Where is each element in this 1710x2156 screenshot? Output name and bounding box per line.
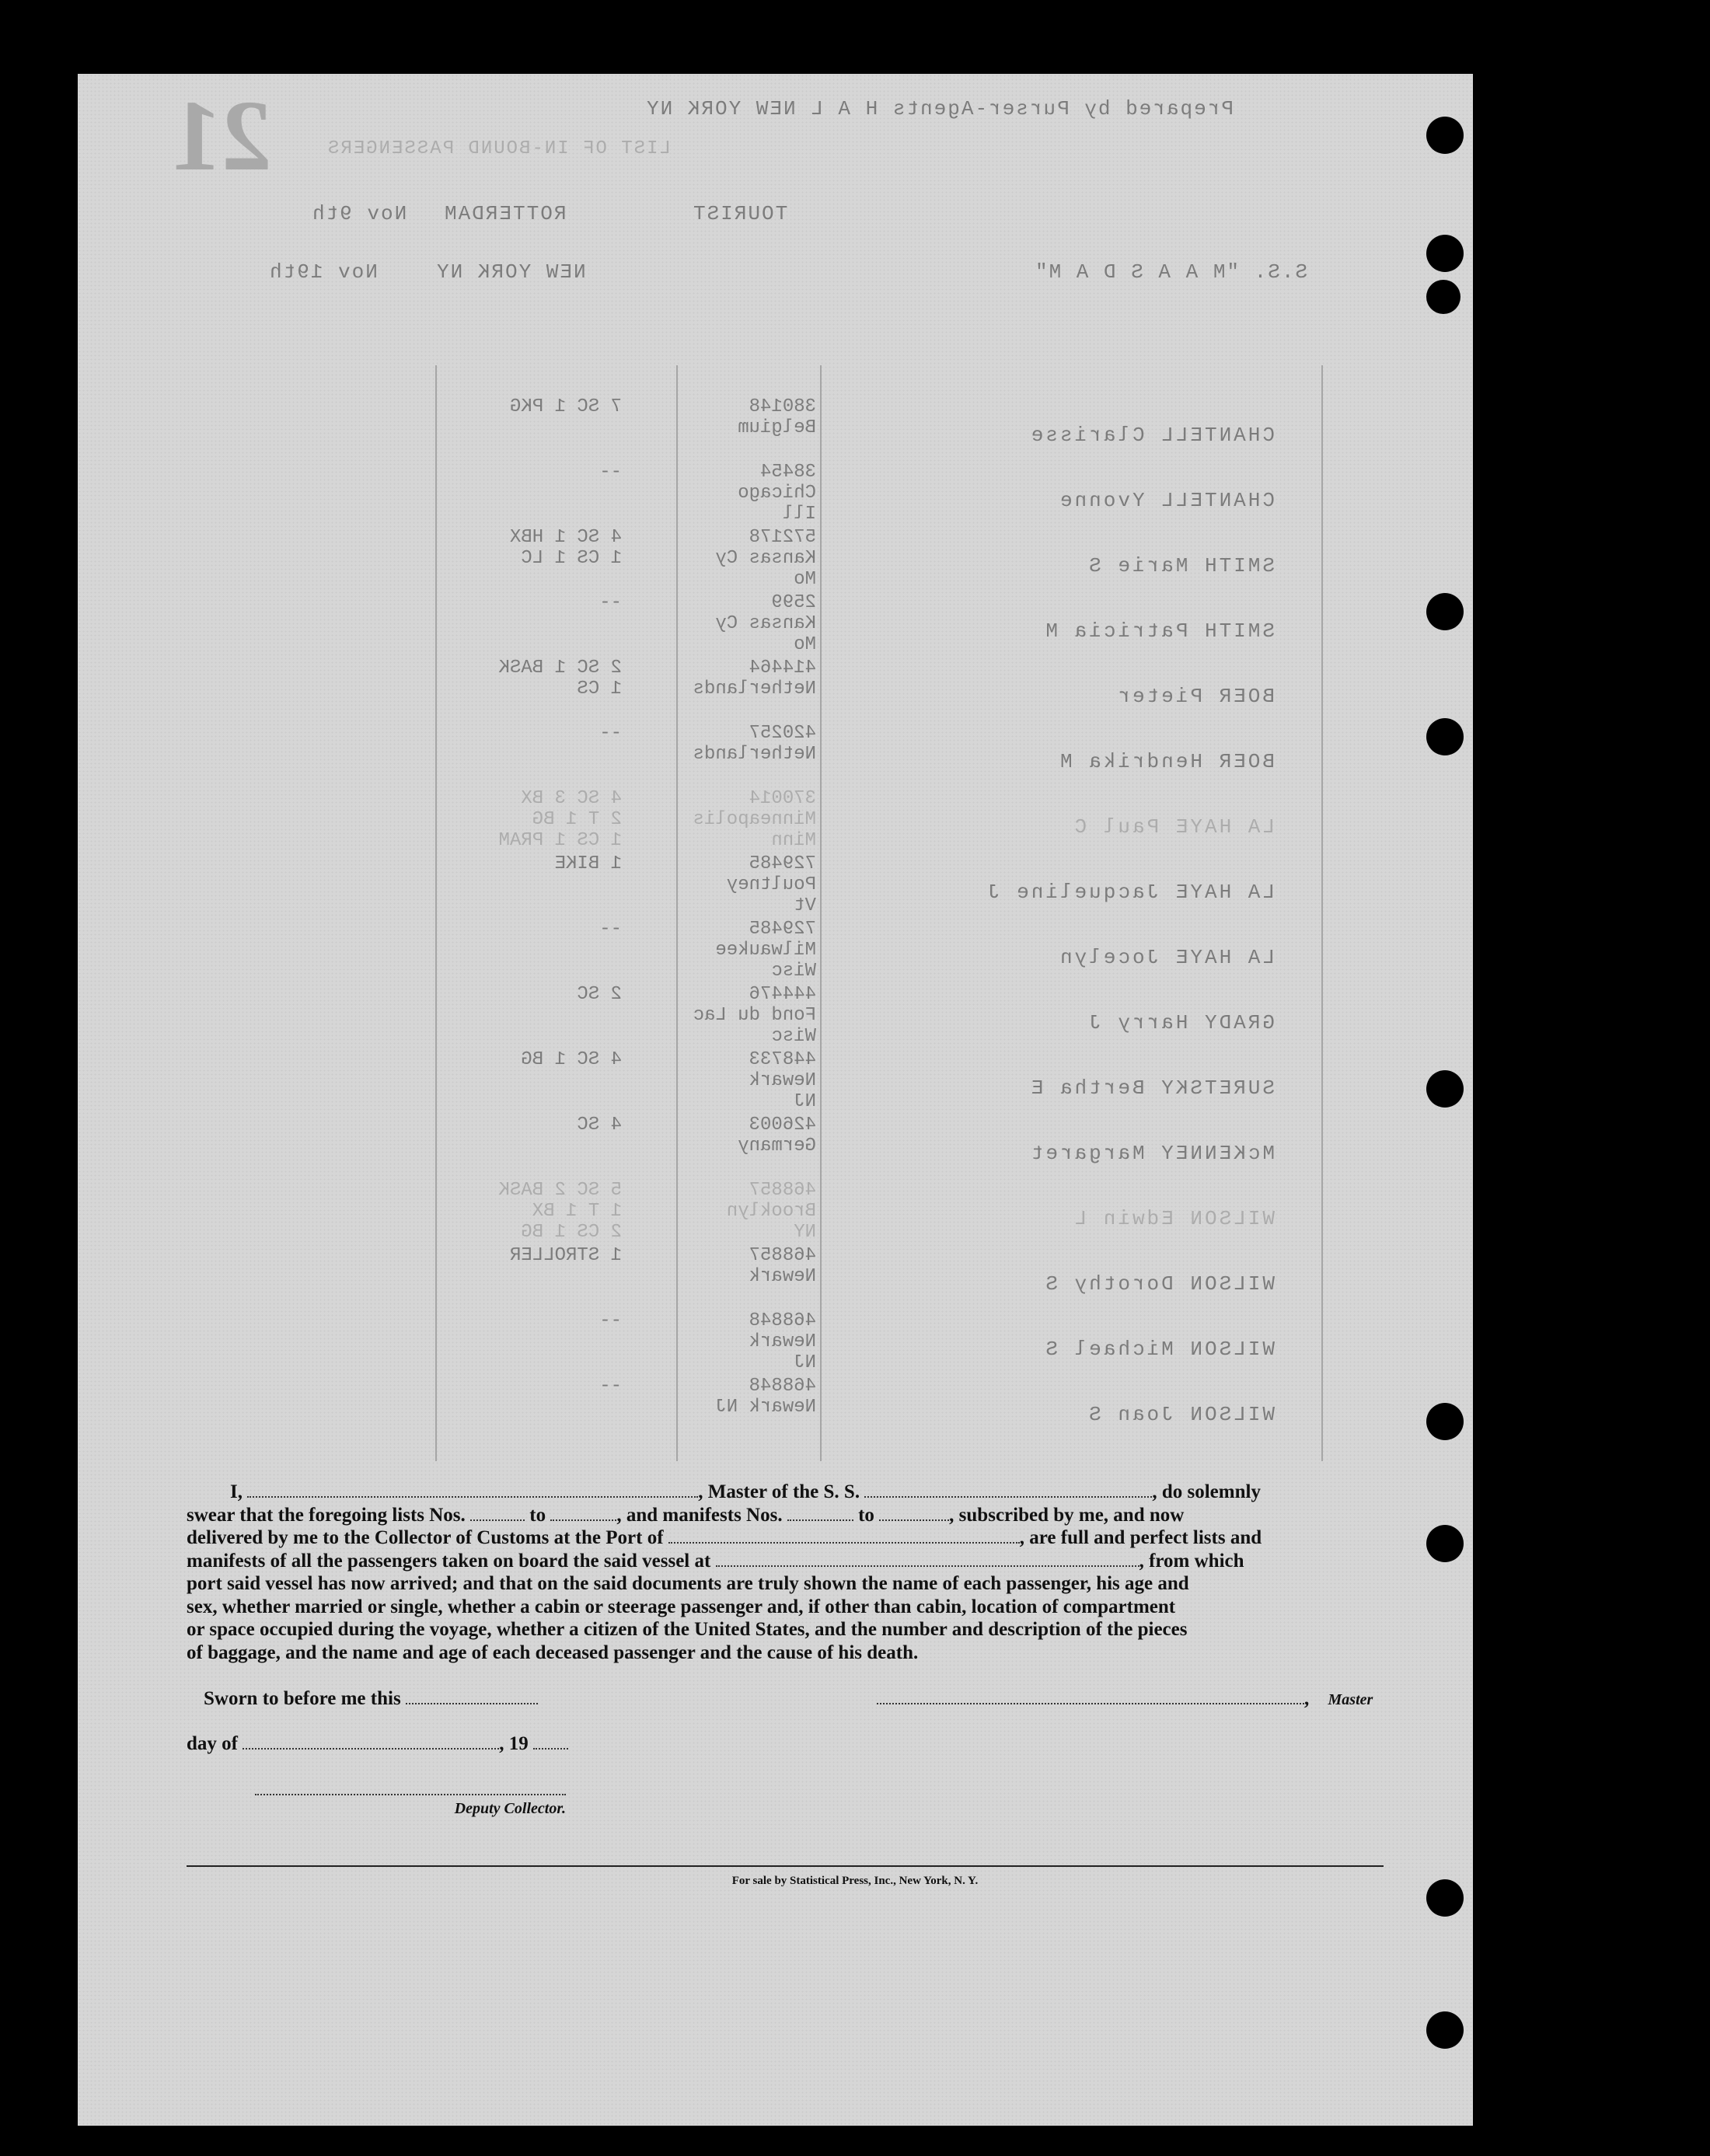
oath-line-1: I, , Master of the S. S. , do solemnly <box>230 1481 1261 1502</box>
passenger-name: SURETSKY Bertha E <box>1028 1076 1275 1100</box>
passenger-numbers <box>684 592 816 655</box>
master-signature-line: , Master <box>877 1688 1373 1710</box>
passenger-number-line: 572178 <box>749 527 816 548</box>
passenger-baggage <box>443 1245 622 1266</box>
baggage-line: -- <box>599 919 622 940</box>
passenger-numbers <box>684 919 816 982</box>
oath-paragraph <box>187 1481 1384 1664</box>
baggage-line: 4 SC <box>577 1115 622 1136</box>
baggage-line: -- <box>599 1376 622 1397</box>
vessel-field[interactable] <box>864 1482 1152 1498</box>
baggage-line: 1 CS 1 PRAM <box>498 830 622 851</box>
punch-hole <box>1426 1525 1464 1562</box>
baggage-line: 2 SC 1 BASK <box>498 658 622 679</box>
master-signature-field[interactable] <box>877 1689 1304 1704</box>
passenger-number-line: Netherlands <box>693 679 816 699</box>
baggage-line: -- <box>599 1310 622 1331</box>
punch-hole <box>1426 1070 1464 1108</box>
passenger-number-line: 468857 <box>749 1180 816 1201</box>
day-of-line: day of , 19 <box>187 1733 568 1755</box>
passenger-number-line: 414464 <box>749 658 816 679</box>
passenger-number-line: Belgium <box>738 417 816 438</box>
baggage-line: 4 SC 1 BG <box>521 1049 622 1070</box>
passenger-name: WILSON Edwin L <box>1072 1207 1275 1230</box>
manifests-from-field[interactable] <box>787 1505 853 1521</box>
passenger-number-line: 468848 <box>749 1310 816 1331</box>
passenger-numbers <box>684 984 816 1047</box>
passenger-name: SMITH Marie S <box>1087 554 1275 577</box>
punch-hole <box>1426 280 1460 314</box>
passenger-number-line: Kansas Cy <box>715 613 816 634</box>
passenger-number-line: Kansas Cy <box>715 548 816 569</box>
baggage-line: 2 SC <box>577 984 622 1005</box>
passenger-numbers <box>684 462 816 525</box>
baggage-line: 1 CS 1 LC <box>521 548 622 569</box>
baggage-line: 4 SC 1 HBX <box>509 527 622 548</box>
baggage-line: -- <box>599 462 622 483</box>
embarkation-field[interactable] <box>716 1551 1139 1567</box>
passenger-baggage <box>443 788 622 851</box>
baggage-line: -- <box>599 592 622 613</box>
passenger-number-line: Newark <box>749 1266 816 1287</box>
passenger-number-line: Newark <box>749 1070 816 1091</box>
passenger-number-line: 468848 <box>749 1376 816 1397</box>
passenger-number-line: 2599 <box>771 592 816 613</box>
passenger-number-line: Brooklyn <box>726 1201 816 1222</box>
oath-line-8: of baggage, and the name and age of each deceased passenger and the cause of his death. <box>187 1641 919 1663</box>
column-rule <box>435 365 437 1461</box>
column-rule <box>820 365 822 1461</box>
passenger-number-line: 448733 <box>749 1049 816 1070</box>
column-rule <box>676 365 678 1461</box>
passenger-number-line: Mo <box>794 634 816 655</box>
deputy-signature-field[interactable] <box>255 1780 566 1795</box>
passenger-numbers <box>684 1115 816 1156</box>
passenger-baggage <box>443 1180 622 1243</box>
passenger-name: CHANTELL Clarisse <box>1028 424 1275 447</box>
name-field[interactable] <box>247 1482 698 1498</box>
sworn-date-field[interactable] <box>406 1689 538 1704</box>
passenger-name: LA HAYE Paul C <box>1072 815 1275 839</box>
passenger-number-line: 426003 <box>749 1115 816 1136</box>
passenger-numbers <box>684 658 816 699</box>
passenger-name: BOER Hendrika M <box>1057 750 1275 773</box>
column-rule <box>1321 365 1323 1461</box>
passenger-number-line: NJ <box>794 1091 816 1112</box>
baggage-line: 1 T 1 BX <box>532 1201 622 1222</box>
passenger-name: WILSON Joan S <box>1087 1403 1275 1426</box>
passenger-baggage <box>443 984 622 1005</box>
baggage-line: 1 CS <box>577 679 622 699</box>
passenger-number-line: Fond du Lac <box>693 1005 816 1026</box>
punch-hole <box>1426 1403 1464 1440</box>
passenger-baggage <box>443 396 622 417</box>
passenger-number-line: Chicago <box>738 483 816 504</box>
punch-hole <box>1426 117 1464 154</box>
oath-line-6: sex, whether married or single, whether a cabin or steerage passenger and, if other than cabin, location of compartment <box>187 1596 1176 1617</box>
oath-line-4: manifests of all the passengers taken on board the said vessel at , from which <box>187 1550 1244 1572</box>
passenger-number-line: Germany <box>738 1136 816 1156</box>
baggage-line: 5 SC 2 BASK <box>498 1180 622 1201</box>
passenger-numbers <box>684 1376 816 1418</box>
oath-line-7: or space occupied during the voyage, whether a citizen of the United States, and the number and description of the pieces <box>187 1619 1188 1640</box>
baggage-line: 7 SC 1 PKG <box>509 396 622 417</box>
oath-line-5: port said vessel has now arrived; and that on the said documents are truly shown the name of each passenger, his age and <box>187 1573 1189 1594</box>
passenger-number-line: 729485 <box>749 919 816 940</box>
passenger-numbers <box>684 853 816 916</box>
passenger-baggage <box>443 1115 622 1136</box>
passenger-name: SMITH Patricia M <box>1043 619 1275 643</box>
passenger-name: LA HAYE Jocelyn <box>1057 946 1275 969</box>
day-of-field[interactable] <box>243 1734 499 1750</box>
passenger-name: LA HAYE Jacqueline J <box>985 881 1275 904</box>
passenger-name: McKENNEY Margaret <box>1028 1142 1275 1165</box>
baggage-line: 1 BIKE <box>554 853 622 874</box>
punch-hole <box>1426 593 1464 630</box>
passenger-number-line: NY <box>794 1222 816 1243</box>
reverse-header-line: Nov 19th <box>268 260 378 284</box>
lists-to-field[interactable] <box>550 1505 616 1521</box>
passenger-numbers <box>684 396 816 438</box>
passenger-numbers <box>684 1180 816 1243</box>
passenger-number-line: Milwaukee <box>715 940 816 961</box>
passenger-name: GRADY Harry J <box>1087 1011 1275 1034</box>
passenger-number-line: Poultney <box>726 874 816 895</box>
baggage-line: 2 CS 1 BG <box>521 1222 622 1243</box>
passenger-number-line: Netherlands <box>693 744 816 765</box>
passenger-number-line: Wisc <box>771 1026 816 1047</box>
passenger-number-line: 380148 <box>749 396 816 417</box>
printer-imprint: For sale by Statistical Press, Inc., New York, N. Y. <box>731 1875 979 1887</box>
oath-line-2: swear that the foregoing lists Nos. to , and manifests Nos. to , subscribed by me, and now <box>187 1504 1185 1526</box>
deputy-signature-line: Deputy Collector. <box>255 1780 566 1818</box>
passenger-number-line: Minneapolis <box>693 809 816 830</box>
passenger-number-line: Minn <box>771 830 816 851</box>
year-field[interactable] <box>533 1734 568 1750</box>
passenger-baggage <box>443 919 622 940</box>
passenger-number-line: 420257 <box>749 723 816 744</box>
port-field[interactable] <box>668 1528 1020 1544</box>
passenger-numbers <box>684 1049 816 1112</box>
passenger-number-line: Mo <box>794 569 816 590</box>
passenger-number-line: 729485 <box>749 853 816 874</box>
baggage-line: -- <box>599 723 622 744</box>
passenger-name: WILSON Michael S <box>1043 1338 1275 1361</box>
passenger-number-line: Newark <box>749 1331 816 1352</box>
manifests-to-field[interactable] <box>879 1505 949 1521</box>
baggage-line: 1 STROLLER <box>509 1245 622 1266</box>
reverse-header-line: LIST OF IN-BOUND PASSENGERS <box>326 138 671 159</box>
passenger-numbers <box>684 1310 816 1373</box>
passenger-baggage <box>443 723 622 744</box>
passenger-number-line: Newark NJ <box>715 1397 816 1418</box>
punch-hole <box>1426 235 1464 272</box>
footer-rule <box>187 1865 1384 1867</box>
passenger-number-line: Wisc <box>771 961 816 982</box>
reverse-header-line: Nov 9th <box>311 202 407 225</box>
sheet-number: 21 <box>171 80 272 192</box>
passenger-name: CHANTELL Yvonne <box>1057 489 1275 512</box>
punch-hole <box>1426 718 1464 755</box>
passenger-number-line: 38454 <box>759 462 816 483</box>
passenger-number-line: 468857 <box>749 1245 816 1266</box>
passenger-numbers <box>684 1245 816 1287</box>
baggage-line: 4 SC 3 BX <box>521 788 622 809</box>
reverse-header-line: Prepared by Purser-Agents H A L NEW YORK NY <box>645 97 1234 120</box>
passenger-number-line: Vt <box>794 895 816 916</box>
oath-line-3: delivered by me to the Collector of Customs at the Port of , are full and perfect lists and <box>187 1527 1262 1548</box>
passenger-baggage <box>443 1049 622 1070</box>
passenger-number-line: Ill <box>782 504 816 525</box>
passenger-baggage <box>443 592 622 613</box>
passenger-numbers <box>684 723 816 765</box>
punch-hole <box>1426 2011 1464 2049</box>
passenger-baggage <box>443 462 622 483</box>
reverse-header-line: ROTTERDAM <box>443 202 567 225</box>
lists-from-field[interactable] <box>470 1505 525 1521</box>
passenger-number-line: 444476 <box>749 984 816 1005</box>
reverse-header-line: TOURIST <box>692 202 788 225</box>
reverse-header-line: NEW YORK NY <box>435 260 586 284</box>
sworn-line: Sworn to before me this <box>204 1688 538 1710</box>
passenger-baggage <box>443 658 622 699</box>
passenger-name: BOER Pieter <box>1115 685 1275 708</box>
passenger-name: WILSON Dorothy S <box>1043 1272 1275 1296</box>
passenger-baggage <box>443 1376 622 1397</box>
reverse-header-line: S.S. "M A A S D A M" <box>1034 260 1308 284</box>
baggage-line: 2 T 1 BG <box>532 809 622 830</box>
passenger-numbers <box>684 788 816 851</box>
passenger-baggage <box>443 1310 622 1331</box>
passenger-number-line: NJ <box>794 1352 816 1373</box>
passenger-baggage <box>443 853 622 874</box>
passenger-numbers <box>684 527 816 590</box>
passenger-baggage <box>443 527 622 569</box>
passenger-number-line: 370014 <box>749 788 816 809</box>
